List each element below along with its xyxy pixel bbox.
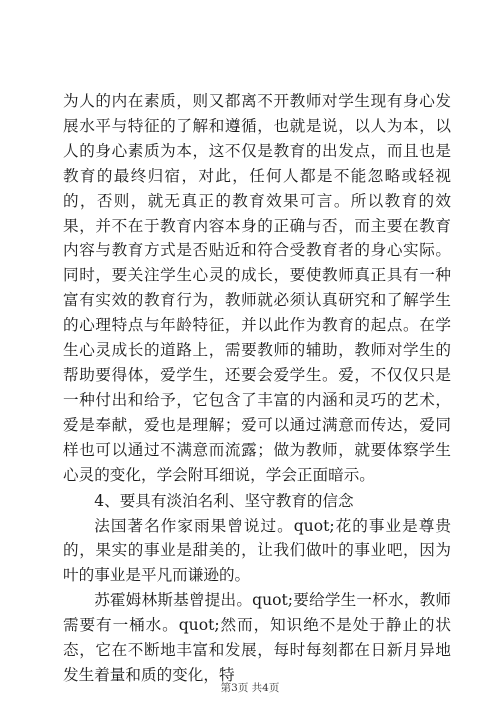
document-body (63, 89, 451, 688)
section-heading: 4、要具有淡泊名利、坚守教育的信念 (94, 491, 354, 510)
paragraph-hugo-quote: 法国著名作家雨果曾说过。quot;花的事业是尊贵的，果实的事业是甜美的，让我们做叶的事业吧，因为叶的事业是平凡而谦逊的。 (63, 516, 451, 585)
paragraph-sukhomlinsky-quote: 苏霍姆林斯基曾提出。quot;要给学生一杯水，教师需要有一桶水。quot;然而，知识绝不是处于静止的状态，它在不断地丰富和发展，每时每刻都在日新月异地发生着量和质的变化，特 (63, 591, 451, 684)
paragraph-continued: 为人的内在素质，则又都离不开教师对学生现有身心发展水平与特征的了解和遵循，也就是说，以人为本，以人的身心素质为本，这不仅是教育的出发点，而且也是教育的最终归宿，对此，任何人都是不能忽略或轻视的，否则，就无真正的教育效果可言。所以教育的效果，并不在于教育内容本身的正确与否，而主要在教育内容与教育方式是否贴近和符合受教育者的身心实际。同时，要关注学生心灵的成长，要使教师真正具有一种富有实效的教育行为，教师就必须认真研究和了解学生的心理特点与年龄特征，并以此作为教育的起点。在学生心灵成长的道路上，需要教师的辅助，教师对学生的帮助要得体，爱学生，还要会爱学生。爱，不仅仅只是一种付出和给予，它包含了丰富的内涵和灵巧的艺术，爱是奉献，爱也是理解；爱可以通过满意而传达，爱同样也可以通过不满意而流露；做为教师，就要体察学生心灵的变化，学会附耳细说，学会正面暗示。 (63, 92, 451, 484)
page-number-footer: 第3页 共4页 (220, 682, 280, 694)
